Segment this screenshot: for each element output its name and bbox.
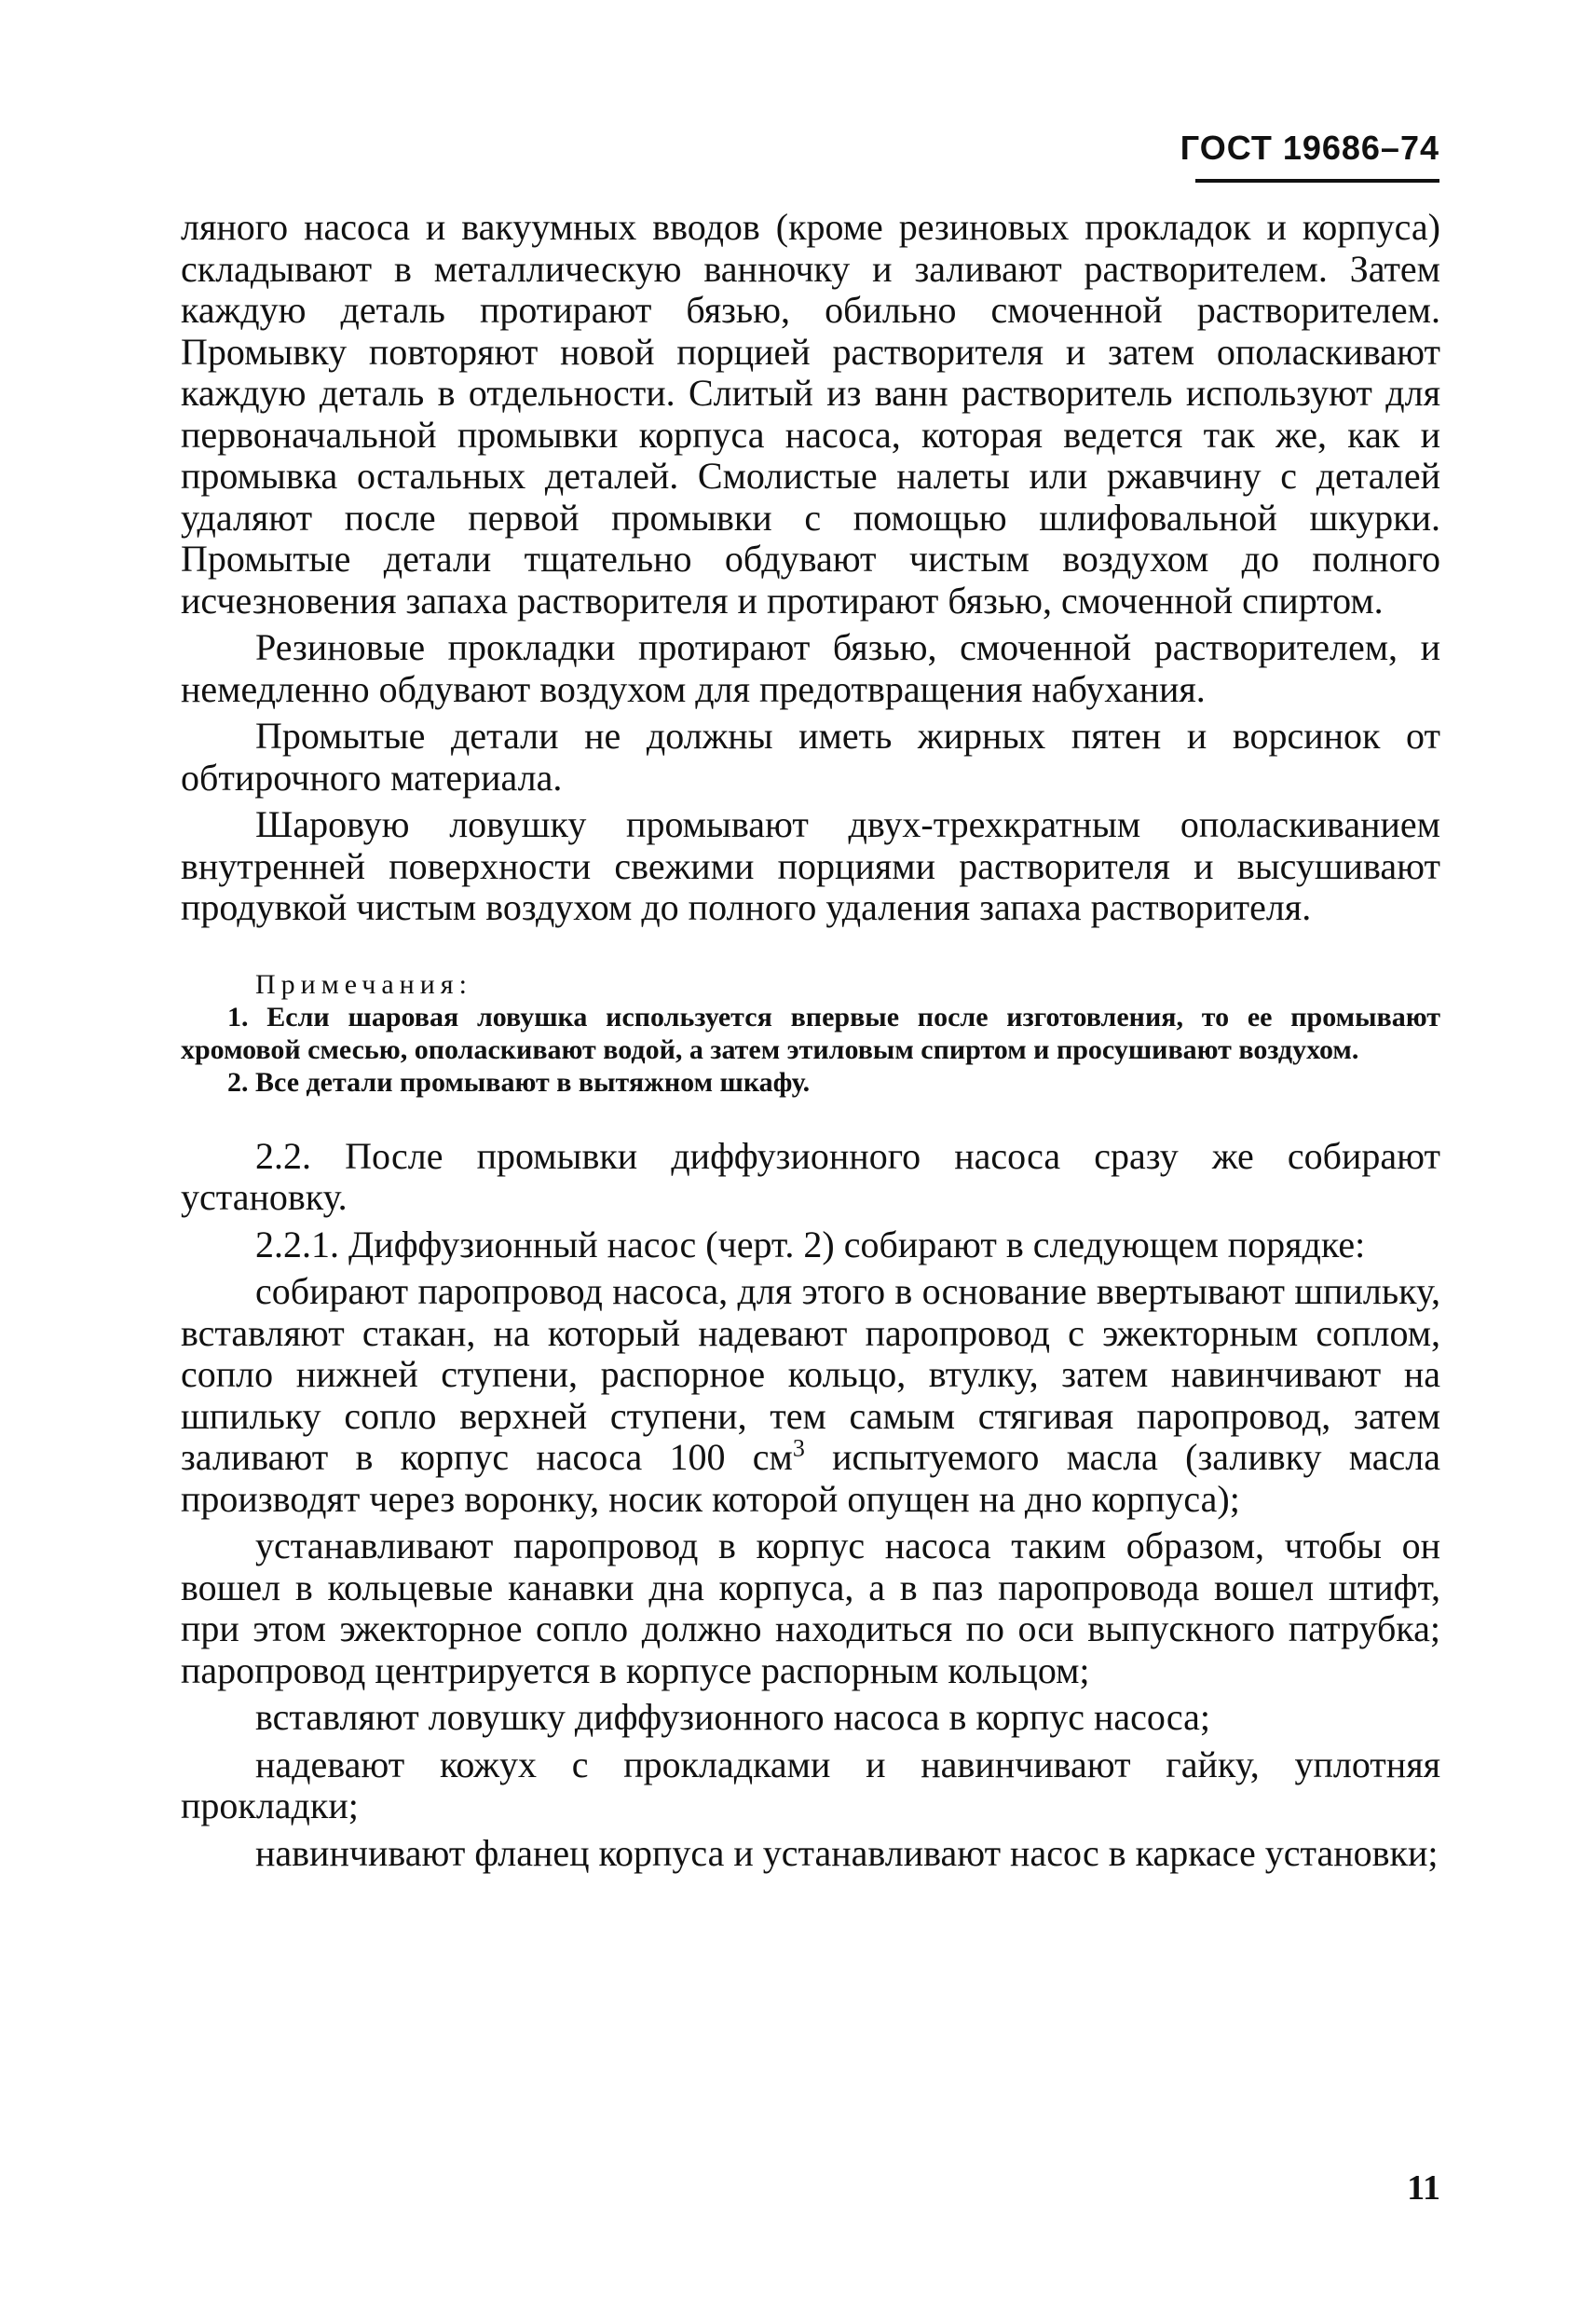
- superscript-3: 3: [792, 1434, 805, 1462]
- notes-block: [181, 968, 1440, 1099]
- document-code: ГОСТ 19686–74: [1180, 129, 1439, 167]
- assembly-step-2: устанавливают паропровод в корпус насоса таким образом, чтобы он вошел в кольцевые канавки дна корпуса, а в паз паропровода вошел штифт, при этом эжекторное сопло должно находиться по оси выпускного патрубка; паропровод центрируется в корпусе распорным кольцом;: [181, 1525, 1440, 1691]
- note-item: 1. Если шаровая ловушка используется впервые после изготовления, то ее промывают хромовой смесью, ополаскивают водой, а затем этиловым спиртом и просушивают воздухом.: [181, 1001, 1440, 1065]
- section-2-2: [181, 1136, 1440, 1875]
- main-text: [181, 207, 1440, 929]
- assembly-step-1-text: собирают паропровод насоса, для этого в основание ввертывают шпильку, вставляют стакан, на который надевают паропровод с эжекторным соплом, сопло нижней ступени, распорное кольцо, втулку, затем навинчивают на шпильку сопло верхней ступени, тем самым стягивая паропровод, затем заливают в корпус насоса 100 см: [181, 1270, 1440, 1478]
- header-rule: [1195, 179, 1439, 183]
- clause-2-2: 2.2. После промывки диффузионного насоса сразу же собирают установку.: [181, 1134, 1440, 1218]
- assembly-step-3: вставляют ловушку диффузионного насоса в корпус насоса;: [255, 1696, 1210, 1738]
- page-header: [1099, 129, 1439, 168]
- assembly-step-1-text-cont: испытуемого масла (заливку масла производят через воронку, носик которой опущен на дно корпуса);: [181, 1436, 1440, 1520]
- notes-title: Примечания:: [255, 968, 472, 1000]
- note-item: 2. Все детали промывают в вытяжном шкафу.: [227, 1066, 811, 1098]
- paragraph-continued: ляного насоса и вакуумных вводов (кроме резиновых прокладок и корпуса) складывают в металлическую ванночку и заливают растворителем. Затем каждую деталь протирают бязью, обильно смоченной растворителем. Промывку повторяют новой порцией растворителя и затем ополаскивают каждую деталь в отдельности. Слитый из ванн растворитель используют для первоначальной промывки корпуса насоса, которая ведется так же, как и промывка остальных деталей. Смолистые налеты или ржавчину с деталей удаляют после первой промывки с помощью шлифовальной шкурки. Промытые детали тщательно обдувают чистым воздухом до полного исчезновения запаха растворителя и протирают бязью, смоченной спиртом.: [181, 206, 1440, 622]
- clause-2-2-1: 2.2.1. Диффузионный насос (черт. 2) собирают в следующем порядке:: [255, 1223, 1366, 1265]
- assembly-step-1: [181, 1271, 1440, 1520]
- assembly-step-5: навинчивают фланец корпуса и устанавливают насос в каркасе установки;: [255, 1831, 1439, 1874]
- paragraph-washed-parts: Промытые детали не должны иметь жирных пятен и ворсинок от обтирочного материала.: [181, 715, 1440, 799]
- page-body: [181, 207, 1440, 1874]
- paragraph-rubber-gaskets: Резиновые прокладки протирают бязью, смоченной растворителем, и немедленно обдувают воздухом для предотвращения набухания.: [181, 626, 1440, 710]
- assembly-step-4: надевают кожух с прокладками и навинчивают гайку, уплотняя прокладки;: [181, 1743, 1440, 1826]
- page-number: 11: [1407, 2168, 1440, 2208]
- paragraph-ball-trap: Шаровую ловушку промывают двух-трехкратным ополаскиванием внутренней поверхности свежими порциями растворителя и высушивают продувкой чистым воздухом до полного удаления запаха растворителя.: [181, 803, 1440, 928]
